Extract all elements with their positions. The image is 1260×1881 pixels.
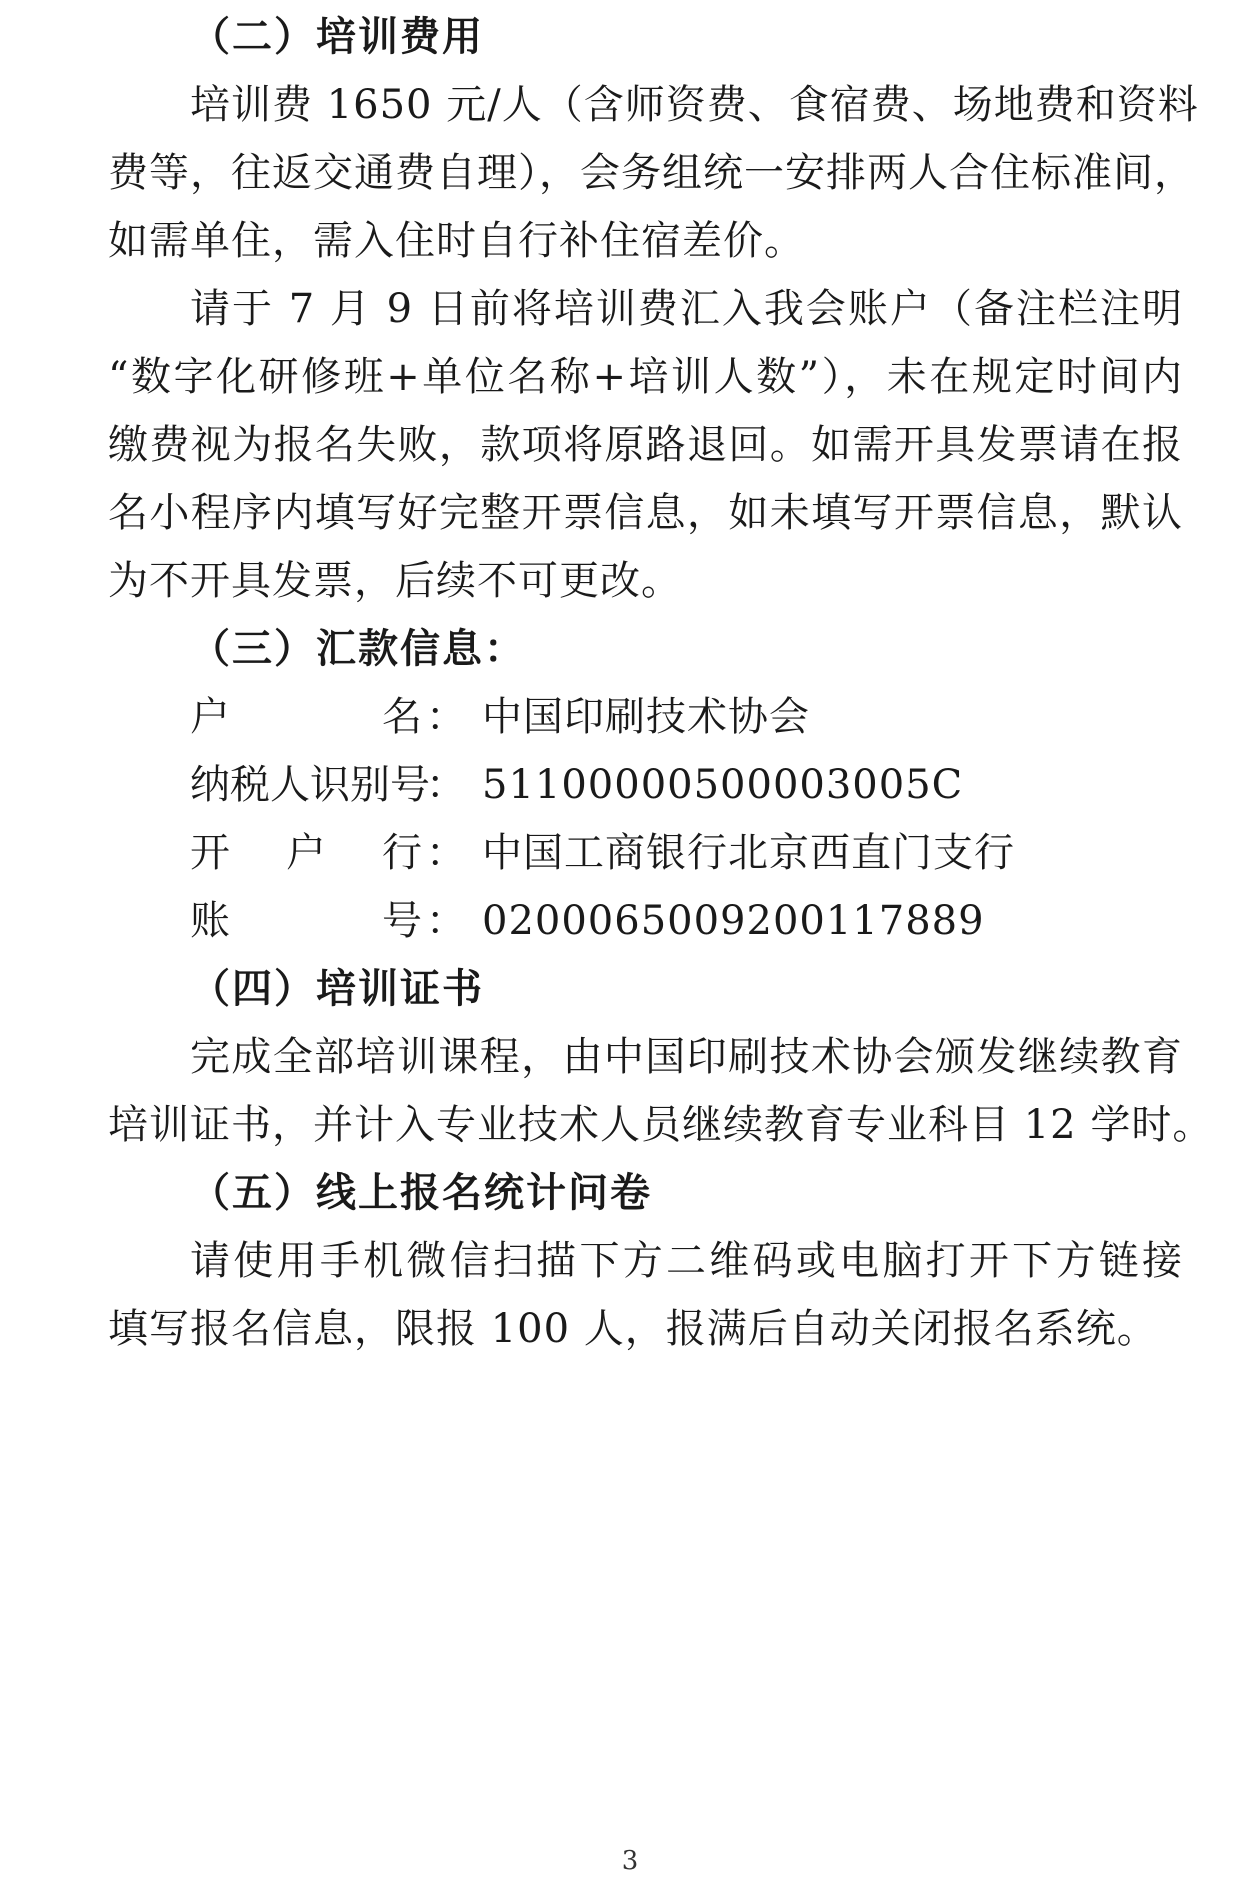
fee-para2-line3: 缴费视为报名失败，款项将原路退回。如需开具发票请在报 [108, 422, 1183, 468]
fee-para2-line4: 名小程序内填写好完整开票信息，如未填写开票信息，默认 [108, 490, 1183, 536]
certificate-para-line2: 培训证书，并计入专业技术人员继续教育专业科目 12 学时。 [108, 1102, 1214, 1148]
field-value: 中国印刷技术协会 [482, 694, 810, 740]
field-value: 0200065009200117889 [482, 898, 985, 944]
section-heading-remittance: （三）汇款信息： [190, 626, 526, 672]
fee-para1-line3: 如需单住，需入住时自行补住宿差价。 [108, 218, 805, 264]
field-value: 中国工商银行北京西直门支行 [482, 830, 1015, 876]
fee-para1-line2: 费等，往返交通费自理），会务组统一安排两人合住标准间， [108, 150, 1195, 196]
field-colon: ： [426, 694, 466, 740]
field-colon: ： [426, 898, 466, 944]
fee-para2-line5: 为不开具发票，后续不可更改。 [108, 558, 682, 604]
fee-para2-line2: “数字化研修班+单位名称+培训人数”），未在规定时间内 [108, 354, 1183, 400]
section-heading-survey: （五）线上报名统计问卷 [190, 1170, 652, 1216]
field-value: 51100000500003005C [482, 762, 964, 808]
page-number: 3 [621, 1846, 639, 1876]
field-colon: ： [426, 830, 466, 876]
fee-para2-line1: 请于 7 月 9 日前将培训费汇入我会账户（备注栏注明 [190, 286, 1183, 332]
field-label: 开 户 行 [190, 830, 422, 876]
section-heading-fee: （二）培训费用 [190, 14, 484, 60]
survey-para-line2: 填写报名信息，限报 100 人，报满后自动关闭报名系统。 [108, 1306, 1158, 1352]
fee-para1-line1: 培训费 1650 元/人（含师资费、食宿费、场地费和资料 [190, 82, 1199, 128]
field-label: 纳 税 人 识 别 号 [190, 762, 430, 808]
certificate-para-line1: 完成全部培训课程，由中国印刷技术协会颁发继续教育 [190, 1034, 1183, 1080]
field-label: 户 名 [190, 694, 422, 740]
section-heading-certificate: （四）培训证书 [190, 966, 484, 1012]
field-colon: ： [426, 762, 466, 808]
field-label: 账 号 [190, 898, 422, 944]
survey-para-line1: 请使用手机微信扫描下方二维码或电脑打开下方链接 [190, 1238, 1183, 1284]
